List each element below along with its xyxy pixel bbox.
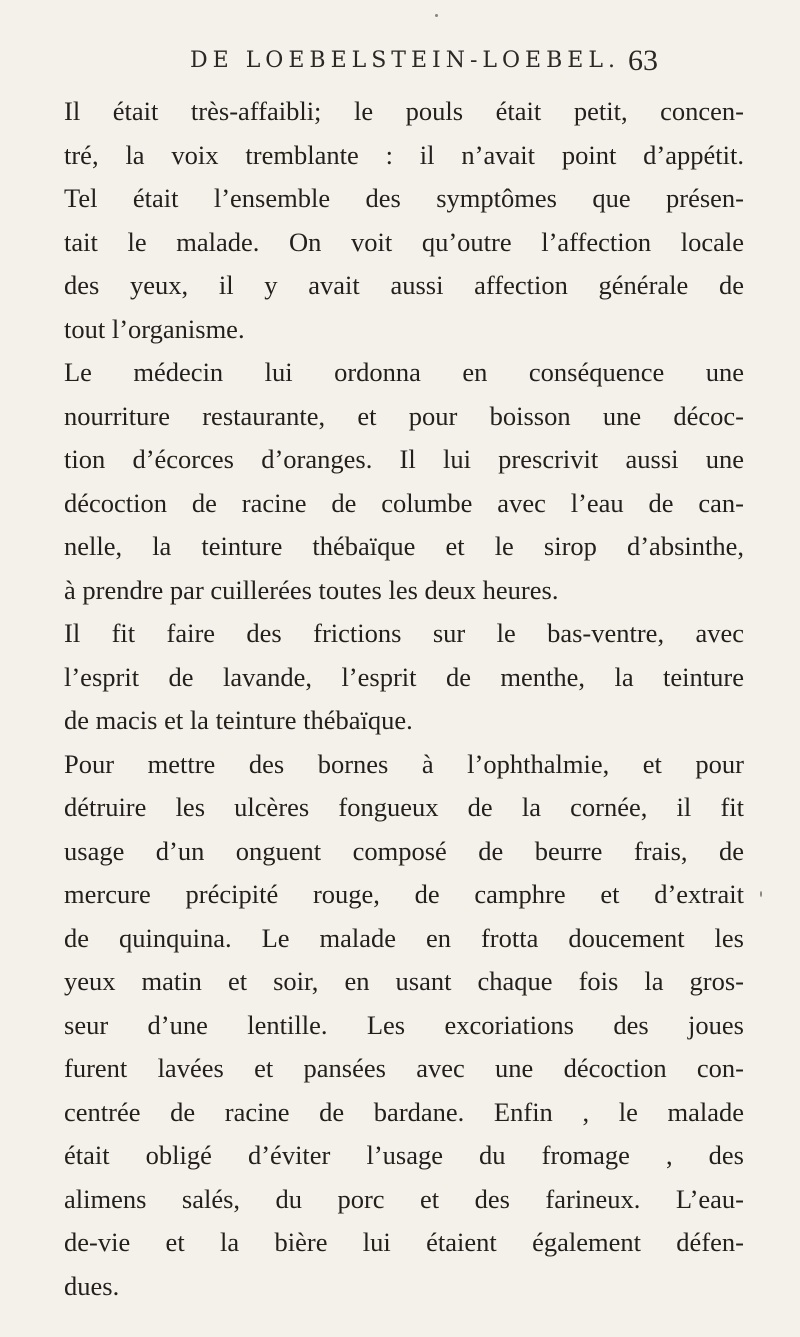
text-line: tion d’écorces d’oranges. Il lui prescrivit aussi une xyxy=(64,444,744,474)
text-line: furent lavées et pansées avec une décoction con- xyxy=(64,1053,744,1083)
text-line: de quinquina. Le malade en frotta doucement les xyxy=(64,922,744,953)
paper-speck xyxy=(435,14,438,17)
text-line: l’esprit de lavande, l’esprit de menthe, la teinture xyxy=(64,661,744,692)
text-line: des yeux, il y avait aussi affection générale de xyxy=(64,270,744,300)
text-line: de macis et la teinture thébaïque. xyxy=(64,705,413,735)
text-line: Le médecin lui ordonna en conséquence une xyxy=(64,357,744,387)
text-line: alimens salés, du porc et des farineux. L’eau- xyxy=(64,1183,744,1214)
body-text xyxy=(64,90,744,1308)
text-line: nourriture restaurante, et pour boisson une décoc- xyxy=(64,400,744,431)
text-line: Pour mettre des bornes à l’ophthalmie, et pour xyxy=(64,748,744,779)
text-line: Il était très-affaibli; le pouls était petit, concen- xyxy=(64,96,744,126)
page-number: 63 xyxy=(628,44,658,77)
text-line: Tel était l’ensemble des symptômes que présen- xyxy=(64,183,744,213)
text-line: Il fit faire des frictions sur le bas-ventre, avec xyxy=(64,618,744,648)
text-line: yeux matin et soir, en usant chaque fois la gros- xyxy=(64,966,744,996)
text-line: usage d’un onguent composé de beurre frais, de xyxy=(64,835,744,866)
text-line: nelle, la teinture thébaïque et le sirop d’absinthe, xyxy=(64,531,744,561)
running-head: DE LOEBELSTEIN-LOEBEL. xyxy=(190,48,620,73)
text-line: centrée de racine de bardane. Enfin , le malade xyxy=(64,1096,744,1127)
text-line: détruire les ulcères fongueux de la cornée, il fit xyxy=(64,792,744,822)
text-line: tré, la voix tremblante : il n’avait point d’appétit. xyxy=(64,139,744,170)
text-line: tait le malade. On voit qu’outre l’affection locale xyxy=(64,226,744,257)
text-line: décoction de racine de columbe avec l’eau de can- xyxy=(64,487,744,518)
text-line: mercure précipité rouge, de camphre et d’extrait xyxy=(64,879,744,909)
text-line: dues. xyxy=(64,1270,120,1301)
text-line: de-vie et la bière lui étaient également défen- xyxy=(64,1227,744,1257)
text-line: était obligé d’éviter l’usage du fromage , des xyxy=(64,1140,744,1170)
text-line: tout l’organisme. xyxy=(64,313,245,344)
paper-speck xyxy=(760,891,762,897)
text-line: à prendre par cuillerées toutes les deux heures. xyxy=(64,574,559,605)
text-line: seur d’une lentille. Les excoriations des joues xyxy=(64,1009,744,1040)
